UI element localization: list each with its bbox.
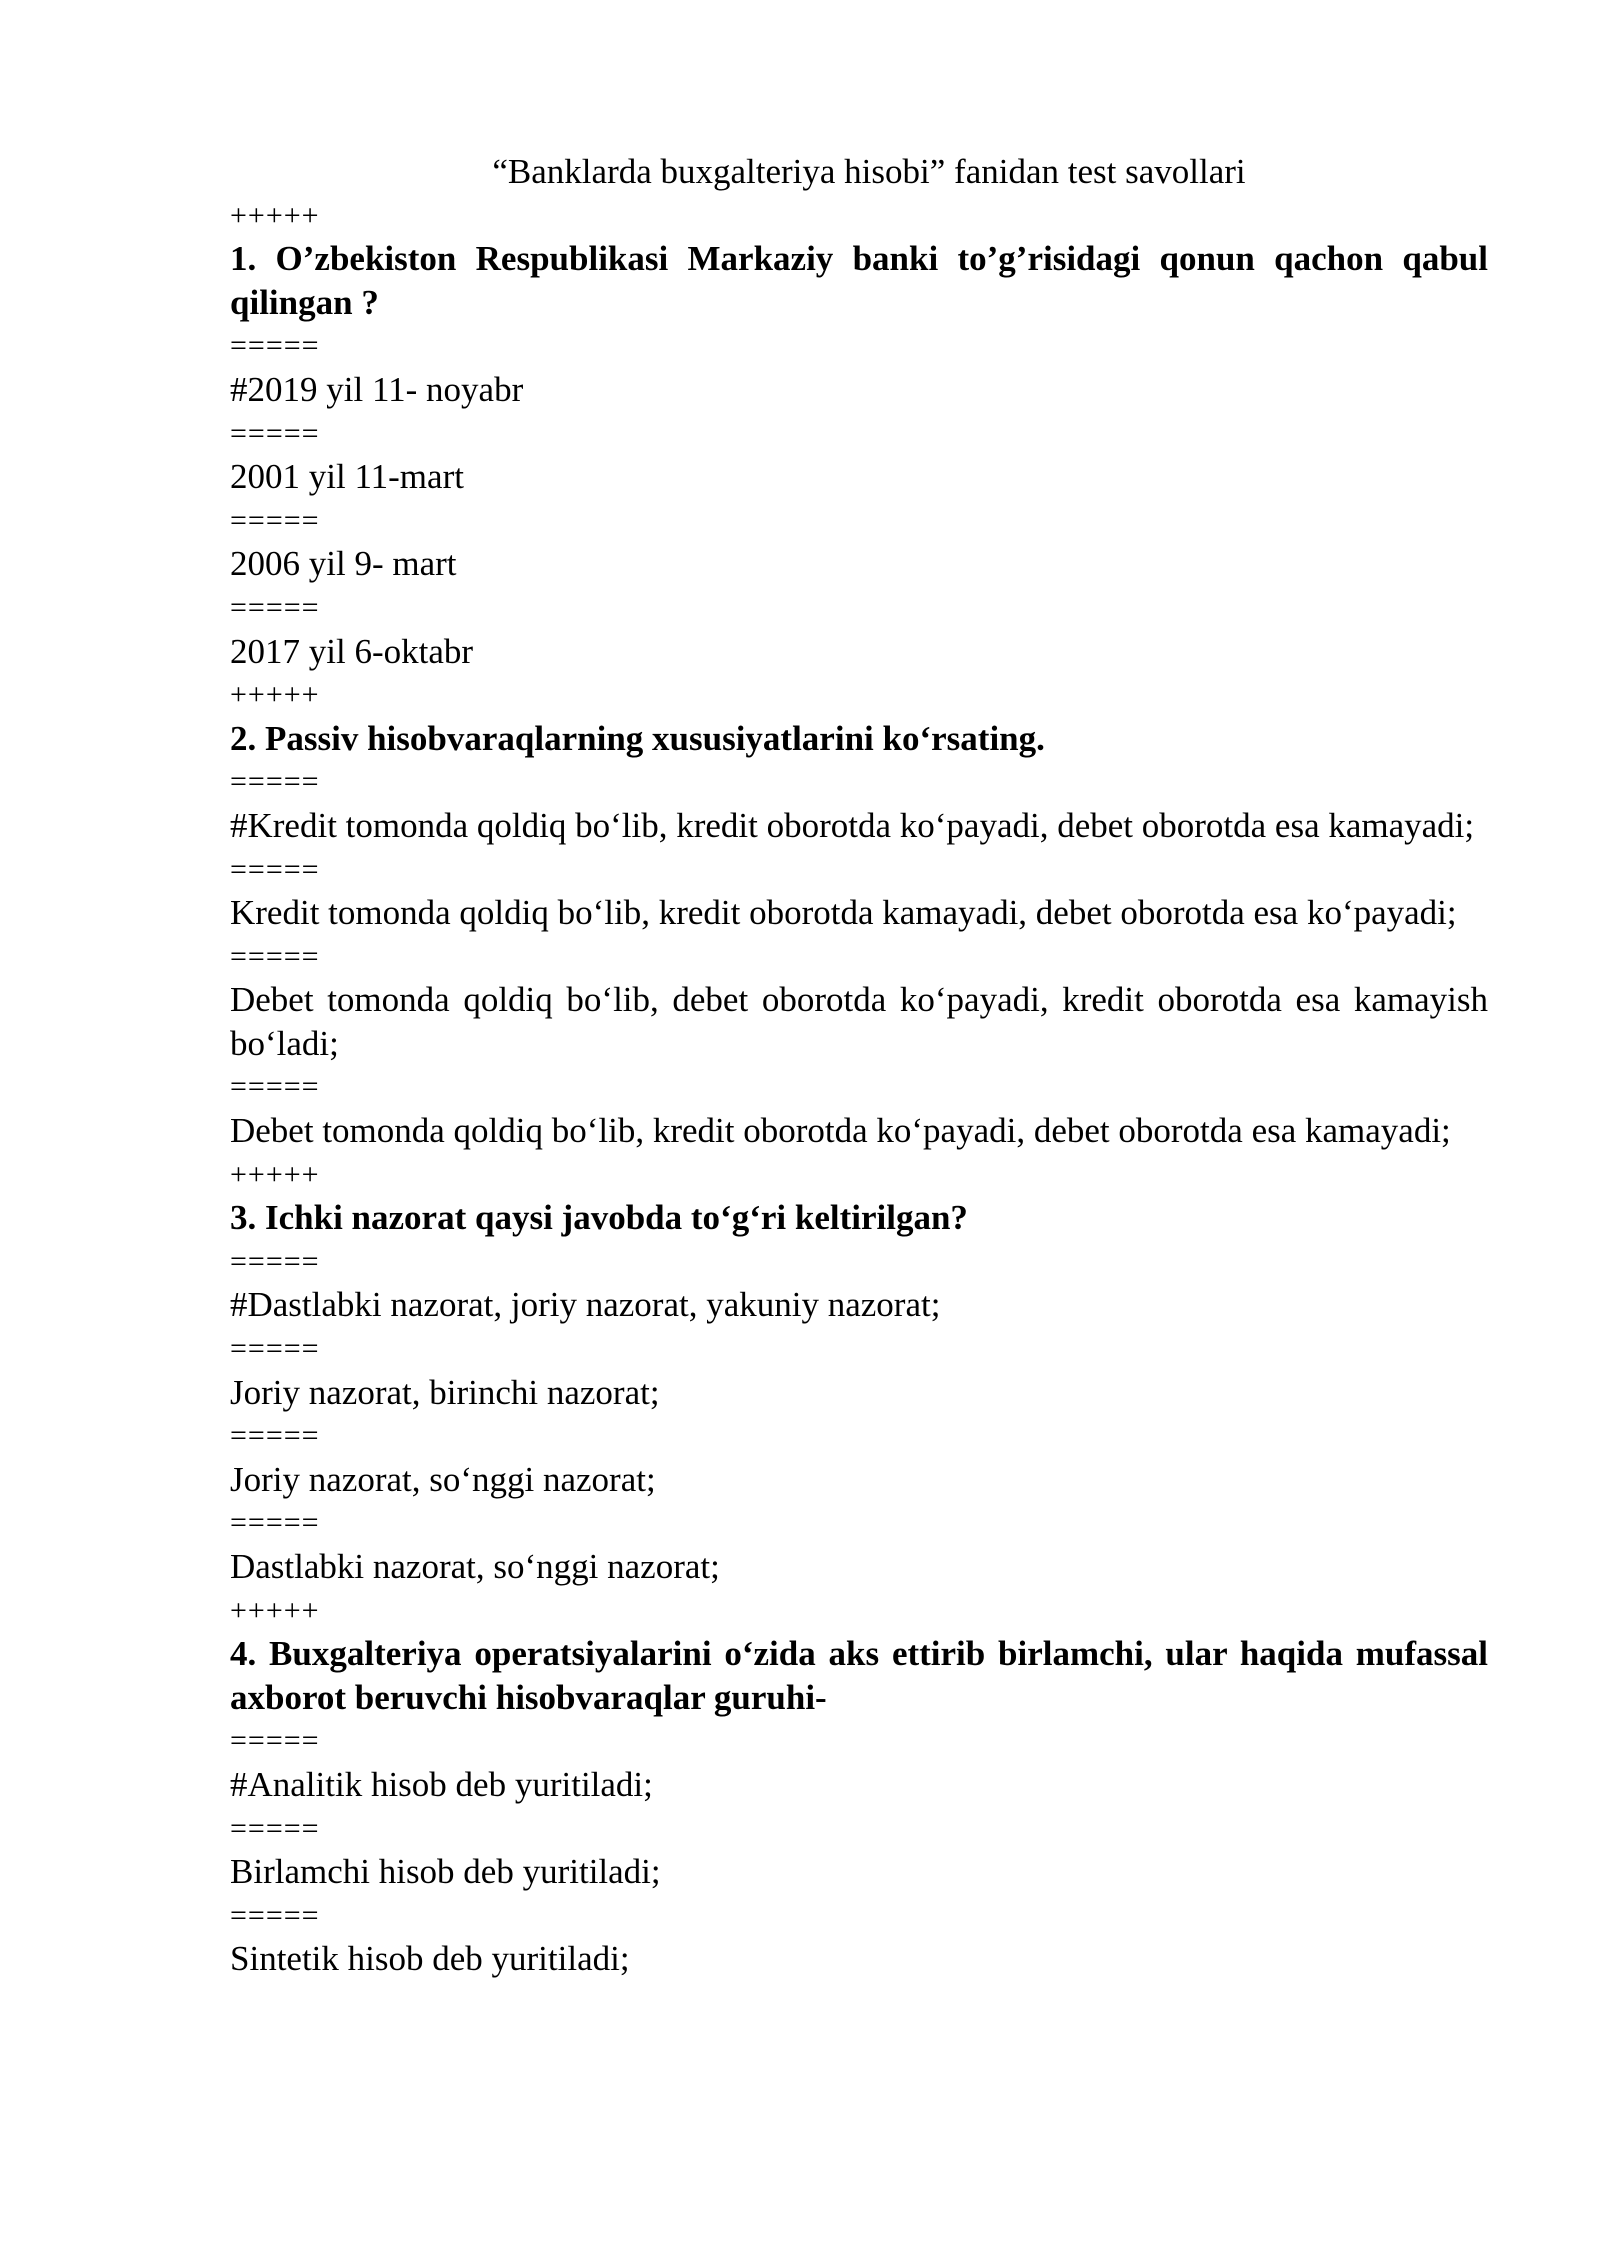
question-text: 4. Buxgalteriya operatsiyalarini o‘zida aks ettirib birlamchi, ular haqida mufassal axborot beruvchi hisobvaraqlar guruhi- [230,1634,1488,1717]
answer-option: 2017 yil 6-oktabr [230,631,474,671]
answer-option: Debet tomonda qoldiq bo‘lib, debet oborotda ko‘payadi, kredit oborotda esa kamayish bo‘ladi; [230,980,1488,1063]
answer-separator: ===== [230,1332,320,1366]
answer-option: Dastlabki nazorat, so‘nggi nazorat; [230,1547,720,1586]
question-text: 3. Ichki nazorat qaysi javobda to‘g‘ri keltirilgan? [230,1198,968,1238]
answer-option: Sintetik hisob deb yuritiladi; [230,1939,630,1979]
answer-separator: ===== [230,1898,320,1932]
question-separator: +++++ [230,1157,320,1191]
question-list [230,194,1488,1981]
answer-separator: ===== [230,765,320,799]
answer-separator: ===== [230,503,320,537]
answer-option: Joriy nazorat, so‘nggi nazorat; [230,1459,656,1499]
answer-option: 2001 yil 11-mart [230,457,464,497]
question-separator: +++++ [230,678,320,712]
answer-separator: ===== [230,1506,320,1540]
question-block [230,1153,1488,1589]
answer-option: Debet tomonda qoldiq bo‘lib, kredit oborotda ko‘payadi, debet oborotda esa kamayadi; [230,1111,1451,1151]
answer-separator: ===== [230,329,320,363]
question-separator: +++++ [230,198,320,232]
answer-option: Kredit tomonda qoldiq bo‘lib, kredit oborotda kamayadi, debet oborotda esa ko‘payadi; [230,893,1457,933]
document-title: “Banklarda buxgalteriya hisobi” fanidan test savollari [492,152,1246,191]
answer-option: #Dastlabki nazorat, joriy nazorat, yakuniy nazorat; [230,1285,941,1325]
answer-separator: ===== [230,939,320,973]
answer-separator: ===== [230,852,320,886]
answer-option: #Kredit tomonda qoldiq bo‘lib, kredit oborotda ko‘payadi, debet oborotda esa kamayadi; [230,805,1475,845]
answer-separator: ===== [230,1419,320,1453]
document-page [230,150,1488,1981]
answer-separator: ===== [230,590,320,624]
answer-option: Joriy nazorat, birinchi nazorat; [230,1372,660,1412]
answer-option: #2019 yil 11- noyabr [230,369,524,409]
question-block [230,194,1488,674]
answer-separator: ===== [230,1244,320,1278]
answer-separator: ===== [230,1070,320,1104]
answer-separator: ===== [230,1724,320,1758]
answer-option: Birlamchi hisob deb yuritiladi; [230,1852,661,1892]
answer-separator: ===== [230,416,320,450]
question-text: 1. O’zbekiston Respublikasi Markaziy banki to’g’risidagi qonun qachon qabul qilingan ? [230,239,1488,322]
question-separator: +++++ [230,1593,320,1627]
question-block [230,1589,1488,1981]
answer-separator: ===== [230,1811,320,1845]
answer-option: 2006 yil 9- mart [230,544,457,584]
answer-option: #Analitik hisob deb yuritiladi; [230,1764,653,1804]
question-block [230,673,1488,1153]
question-text: 2. Passiv hisobvaraqlarning xususiyatlarini ko‘rsating. [230,718,1045,758]
